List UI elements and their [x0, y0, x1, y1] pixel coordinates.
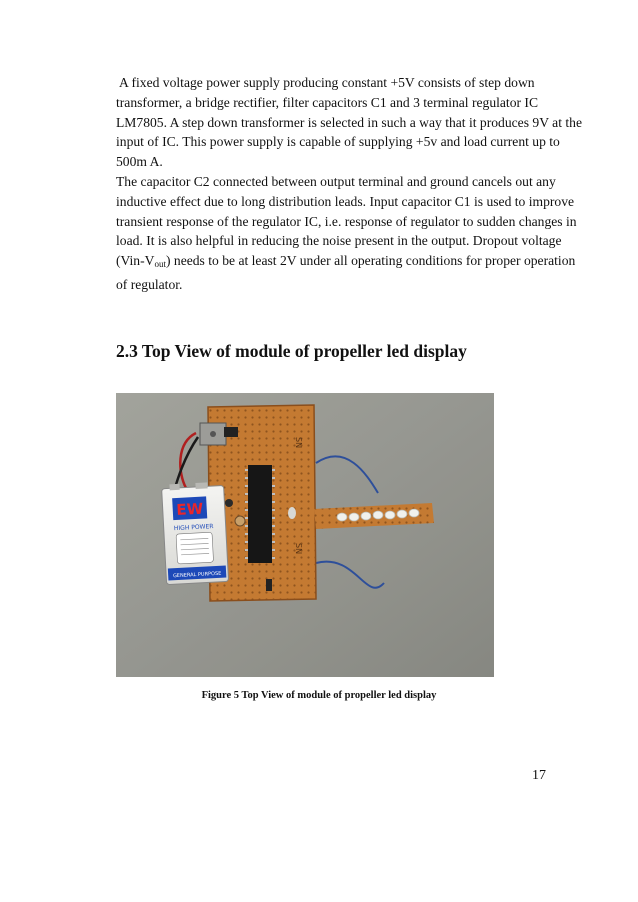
vout-suffix: ) needs to be at least 2V under all operating conditions for proper operation [165, 253, 576, 269]
battery-brand: EW [175, 499, 204, 519]
section-heading: 2.3 Top View of module of propeller led display [116, 341, 467, 361]
module-photo [116, 393, 494, 677]
battery-footer: GENERAL PURPOSE [172, 570, 222, 580]
text-line: load. It is also helpful in reducing the noise present in the output. Dropout voltage [116, 233, 562, 249]
text-line: input of IC. This power supply is capable of supplying +5v and load current up to [116, 134, 560, 150]
battery-label: HIGH POWER [173, 523, 214, 533]
text-line: of regulator. [116, 276, 183, 292]
board-mark: SN [294, 437, 303, 449]
text-line: transformer, a bridge rectifier, filter capacitors C1 and 3 terminal regulator IC [116, 94, 539, 110]
paragraph-power-supply [116, 73, 582, 172]
text-line: transient response of the regulator IC, i.e. response of regulator to sudden changes in [116, 213, 577, 229]
board-mark: SN [294, 543, 303, 555]
page-number: 17 [532, 768, 546, 783]
text-line: 500m A. [116, 154, 163, 170]
vout-subscript: out [154, 259, 166, 270]
vout-prefix: (Vin-V [116, 253, 155, 269]
text-line: A fixed voltage power supply producing constant +5V consists of step down [119, 75, 535, 90]
paragraph-capacitor [116, 172, 577, 295]
text-line: inductive effect due to long distribution leads. Input capacitor C1 is used to improve [116, 193, 575, 209]
figure-caption: Figure 5 Top View of module of propeller led display [201, 690, 437, 701]
text-line: LM7805. A step down transformer is selected in such a way that it produces 9V at the [116, 114, 582, 130]
text-line-vout [116, 251, 576, 275]
text-line: The capacitor C2 connected between output terminal and ground cancels out any [116, 174, 556, 189]
